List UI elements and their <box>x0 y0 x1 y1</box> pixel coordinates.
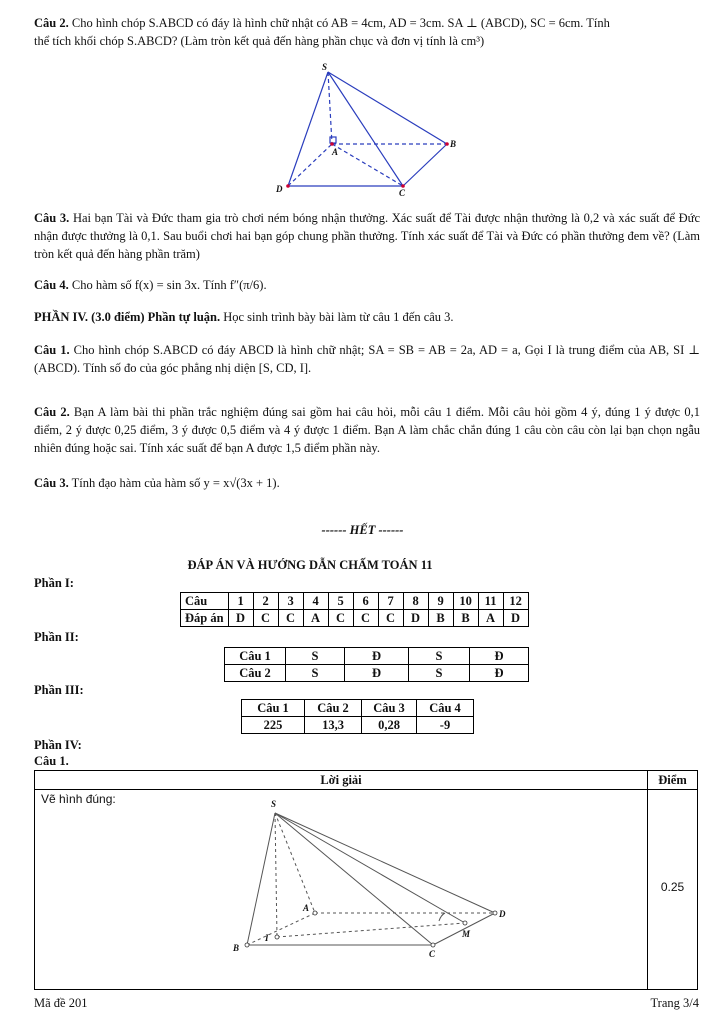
cell: Câu 1 <box>242 700 305 717</box>
label-C: C <box>399 188 406 198</box>
label-B: B <box>450 139 457 149</box>
cell: S <box>286 665 345 682</box>
part-heading: PHẦN IV. (3.0 điểm) Phần tự luận. <box>34 310 221 324</box>
cell: B <box>453 610 478 627</box>
question-text: Cho hình chóp S.ABCD có đáy ABCD là hình chữ nhật; SA = SB = AB = 2a, AD = a, Gọi I là trung điểm của AB, SI ⊥ (ABCD). Tính số đo của góc phẳng nhị diện [S, CD, I]. <box>34 343 701 376</box>
part-3-label: Phần III: <box>34 683 84 697</box>
question-text-2: thể tích khối chóp S.ABCD? (Làm tròn kết quả đến hàng phần chục và đơn vị tính là cm³) <box>34 34 485 49</box>
question-text: Bạn A làm bài thi phần trắc nghiệm đúng sai gồm hai câu hỏi, mỗi câu 1 điểm. Mỗi câu hỏi gồm 4 ý, đúng 1 ý được 0,1 điểm, 2 ý được 0,25 điểm, 3 ý được 0,5 điểm và 4 ý được 1 điểm. Bạn A làm chắc chắn đúng 1 câu còn câu còn lại bạn chọn ngẫu nhiên đúng hoặc sai. Tính xác suất để bạn A được 1,5 điểm phần này. <box>34 405 700 456</box>
col-solution-header: Lời giải <box>35 771 648 790</box>
question-4 <box>34 276 700 294</box>
part-1-label: Phần I: <box>34 576 74 590</box>
label-M: M <box>462 929 471 939</box>
cell: S <box>409 648 470 665</box>
cell: Câu 3 <box>362 700 417 717</box>
cell: D <box>403 610 428 627</box>
question-2 <box>34 14 700 50</box>
cell: 1 <box>228 593 253 610</box>
label-A: A <box>303 903 310 913</box>
col-score-header: Điểm <box>648 771 697 790</box>
cell: Đ <box>470 648 529 665</box>
question-text: Cho hình chóp S.ABCD có đáy là hình chữ nhật có AB = 4cm, AD = 3cm. SA ⊥ (ABCD), SC = 6cm. Tính <box>71 16 610 30</box>
part-3-head-row <box>242 700 474 717</box>
end-mark: ------ HẾT ------ <box>321 523 404 537</box>
cell: Câu 2 <box>225 665 286 682</box>
essay-question-1 <box>34 341 700 377</box>
cell: C <box>353 610 378 627</box>
solution-table <box>34 770 698 990</box>
label-A: A <box>332 147 339 157</box>
question-label: Câu 1. <box>34 343 70 357</box>
pyramid-figure-1 <box>270 58 470 198</box>
part-4-sub: Câu 1. <box>34 754 69 768</box>
part-2-row <box>225 648 529 665</box>
part-2-label: Phần II: <box>34 630 79 644</box>
label-B: B <box>233 943 240 953</box>
row-head: Đáp án <box>181 610 229 627</box>
cell: D <box>228 610 253 627</box>
row-head: Câu <box>181 593 229 610</box>
cell: Đ <box>345 648 409 665</box>
cell: A <box>478 610 503 627</box>
cell: Đ <box>470 665 529 682</box>
label-D: D <box>499 909 506 919</box>
label-S: S <box>322 62 328 72</box>
footer-page: Trang 3/4 <box>650 996 699 1010</box>
question-label: Câu 2. <box>34 16 69 30</box>
essay-question-2 <box>34 403 700 457</box>
question-label: Câu 4. <box>34 278 69 292</box>
part-1-row-numbers <box>181 593 529 610</box>
question-label: Câu 3. <box>34 476 69 490</box>
question-text: Tính đạo hàm của hàm số y = x√(3x + 1). <box>71 476 280 490</box>
cell: 3 <box>278 593 303 610</box>
part-intro: Học sinh trình bày bài làm từ câu 1 đến câu 3. <box>223 310 454 324</box>
cell: Câu 4 <box>417 700 474 717</box>
cell: 12 <box>503 593 528 610</box>
label-D: D <box>276 184 283 194</box>
cell: Câu 2 <box>305 700 362 717</box>
part-3-value-row <box>242 717 474 734</box>
row-score: 0.25 <box>660 880 685 894</box>
question-label: Câu 2. <box>34 405 70 419</box>
part-4-heading <box>34 308 700 326</box>
row-text: Vẽ hình đúng: <box>41 792 116 806</box>
question-3 <box>34 209 700 263</box>
essay-question-3 <box>34 474 700 492</box>
cell: Đ <box>345 665 409 682</box>
cell: 11 <box>478 593 503 610</box>
cell: C <box>278 610 303 627</box>
pyramid-figure-2 <box>225 795 545 985</box>
cell: 0,28 <box>362 717 417 734</box>
part-4-label: Phần IV: <box>34 738 82 752</box>
cell: 2 <box>253 593 278 610</box>
cell: 6 <box>353 593 378 610</box>
cell: 9 <box>428 593 453 610</box>
cell: 8 <box>403 593 428 610</box>
cell: 7 <box>378 593 403 610</box>
answers-title: ĐÁP ÁN VÀ HƯỚNG DẪN CHẤM TOÁN 11 <box>187 558 433 572</box>
cell: A <box>303 610 328 627</box>
cell: C <box>328 610 353 627</box>
label-S: S <box>271 799 277 809</box>
cell: 5 <box>328 593 353 610</box>
part-3-table <box>241 699 474 734</box>
cell: 13,3 <box>305 717 362 734</box>
cell: C <box>253 610 278 627</box>
cell: 4 <box>303 593 328 610</box>
part-1-row-answers <box>181 610 529 627</box>
question-text: Cho hàm số f(x) = sin 3x. Tính f″(π/6). <box>71 278 267 292</box>
cell: C <box>378 610 403 627</box>
question-text: Hai bạn Tài và Đức tham gia trò chơi ném bóng nhận thưởng. Xác suất để Tài được nhận thưởng là 0,2 và xác suất để Đức nhận được thưởng là 0,1. Sau buổi chơi hai bạn góp chung phần thưởng. Tính xác suất để Tài và Đức có phần thưởng đem về? (Làm tròn kết quả đến hàng phần trăm) <box>34 211 700 262</box>
footer-code: Mã đề 201 <box>34 996 88 1010</box>
cell: 225 <box>242 717 305 734</box>
part-2-row <box>225 665 529 682</box>
cell: B <box>428 610 453 627</box>
cell: 10 <box>453 593 478 610</box>
cell: D <box>503 610 528 627</box>
part-2-table <box>224 647 529 682</box>
cell: Câu 1 <box>225 648 286 665</box>
cell: S <box>409 665 470 682</box>
question-label: Câu 3. <box>34 211 70 225</box>
label-C: C <box>429 949 436 959</box>
part-1-table <box>180 592 529 627</box>
cell: S <box>286 648 345 665</box>
cell: -9 <box>417 717 474 734</box>
label-I: I <box>265 933 269 943</box>
